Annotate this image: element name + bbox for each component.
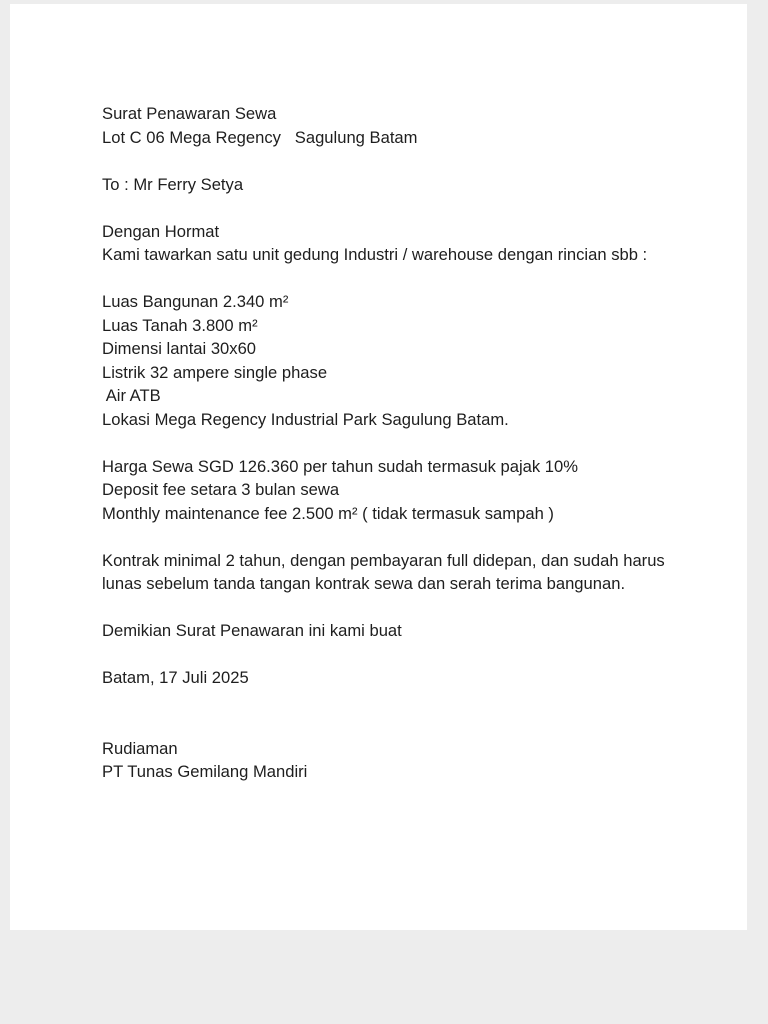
- spacer: [102, 643, 687, 667]
- intro-paragraph: Kami tawarkan satu unit gedung Industri / warehouse dengan rincian sbb :: [102, 245, 648, 264]
- signature-spacer: [102, 690, 687, 737]
- spec-location: Lokasi Mega Regency Industrial Park Sagulung Batam.: [102, 409, 509, 429]
- pricing-rent: Harga Sewa SGD 126.360 per tahun sudah termasuk pajak 10%: [102, 456, 578, 476]
- terms-paragraph: Kontrak minimal 2 tahun, dengan pembayaran full didepan, dan sudah harus lunas sebelum tanda tangan kontrak sewa dan serah terima bangunan.: [102, 550, 665, 593]
- closing-line: Demikian Surat Penawaran ini kami buat: [102, 621, 402, 640]
- place-date: Batam, 17 Juli 2025: [102, 668, 249, 687]
- spacer: [102, 267, 687, 291]
- spec-water: Air ATB: [102, 386, 161, 405]
- letter-title: Surat Penawaran Sewa: [102, 104, 277, 123]
- spec-floor-dimension: Dimensi lantai 30x60: [102, 339, 257, 358]
- signatory-name: Rudiaman: [102, 738, 178, 758]
- pricing-maintenance: Monthly maintenance fee 2.500 m² ( tidak termasuk sampah ): [102, 503, 554, 523]
- greeting: Dengan Hormat: [102, 221, 220, 241]
- company-name: PT Tunas Gemilang Mandiri: [102, 762, 308, 781]
- property-lot: Lot C 06 Mega Regency Sagulung Batam: [102, 127, 418, 147]
- offer-letter: [102, 102, 687, 784]
- spacer: [102, 431, 687, 455]
- spec-land-area: Luas Tanah 3.800 m²: [102, 315, 258, 335]
- spacer: [102, 196, 687, 220]
- document-page: [10, 4, 747, 930]
- spacer: [102, 596, 687, 620]
- spec-electricity: Listrik 32 ampere single phase: [102, 362, 328, 382]
- recipient-line: To : Mr Ferry Setya: [102, 174, 244, 194]
- spacer: [102, 525, 687, 549]
- spec-building-area: Luas Bangunan 2.340 m²: [102, 292, 289, 311]
- spacer: [102, 149, 687, 173]
- pricing-deposit: Deposit fee setara 3 bulan sewa: [102, 480, 340, 499]
